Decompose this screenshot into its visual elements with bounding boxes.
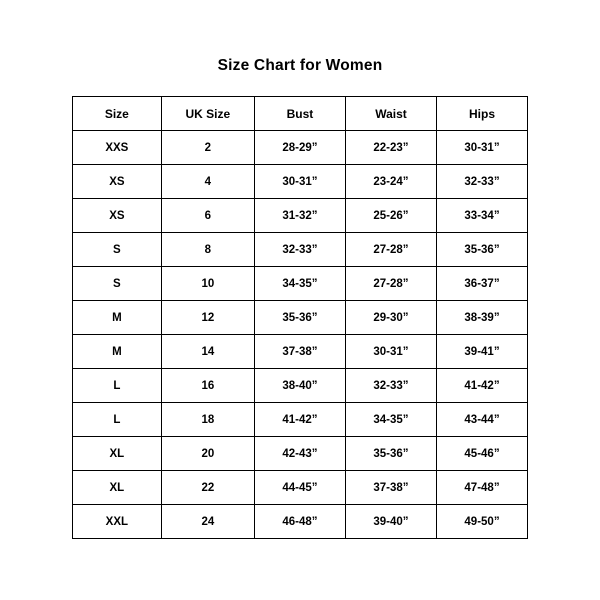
cell-uk-size: 22 — [161, 471, 254, 505]
cell-bust: 41-42” — [254, 403, 345, 437]
cell-size: XS — [73, 165, 162, 199]
cell-hips: 49-50” — [436, 505, 527, 539]
cell-uk-size: 2 — [161, 131, 254, 165]
size-chart-table-container — [72, 96, 528, 539]
cell-size: XXL — [73, 505, 162, 539]
cell-waist: 37-38” — [345, 471, 436, 505]
cell-size: XXS — [73, 131, 162, 165]
cell-hips: 32-33” — [436, 165, 527, 199]
cell-waist: 27-28” — [345, 267, 436, 301]
cell-size: L — [73, 369, 162, 403]
table-row — [73, 505, 528, 539]
cell-waist: 32-33” — [345, 369, 436, 403]
cell-bust: 34-35” — [254, 267, 345, 301]
cell-uk-size: 6 — [161, 199, 254, 233]
cell-bust: 42-43” — [254, 437, 345, 471]
cell-hips: 36-37” — [436, 267, 527, 301]
size-chart-table — [72, 96, 528, 539]
table-row — [73, 233, 528, 267]
cell-uk-size: 12 — [161, 301, 254, 335]
cell-uk-size: 18 — [161, 403, 254, 437]
cell-waist: 25-26” — [345, 199, 436, 233]
cell-bust: 46-48” — [254, 505, 345, 539]
table-row — [73, 131, 528, 165]
page-title: Size Chart for Women — [217, 57, 383, 74]
cell-waist: 27-28” — [345, 233, 436, 267]
cell-uk-size: 10 — [161, 267, 254, 301]
cell-size: M — [73, 335, 162, 369]
cell-waist: 30-31” — [345, 335, 436, 369]
cell-waist: 39-40” — [345, 505, 436, 539]
cell-waist: 29-30” — [345, 301, 436, 335]
cell-size: XS — [73, 199, 162, 233]
cell-hips: 43-44” — [436, 403, 527, 437]
cell-hips: 35-36” — [436, 233, 527, 267]
cell-bust: 32-33” — [254, 233, 345, 267]
cell-size: L — [73, 403, 162, 437]
cell-hips: 30-31” — [436, 131, 527, 165]
table-header-row — [73, 97, 528, 131]
column-header-uk-size: UK Size — [161, 97, 254, 131]
cell-uk-size: 4 — [161, 165, 254, 199]
cell-hips: 39-41” — [436, 335, 527, 369]
cell-waist: 34-35” — [345, 403, 436, 437]
table-header — [73, 97, 528, 131]
cell-waist: 22-23” — [345, 131, 436, 165]
cell-size: S — [73, 233, 162, 267]
cell-waist: 35-36” — [345, 437, 436, 471]
cell-bust: 44-45” — [254, 471, 345, 505]
table-row — [73, 301, 528, 335]
column-header-hips: Hips — [436, 97, 527, 131]
cell-hips: 38-39” — [436, 301, 527, 335]
cell-bust: 35-36” — [254, 301, 345, 335]
cell-hips: 47-48” — [436, 471, 527, 505]
column-header-size: Size — [73, 97, 162, 131]
cell-size: XL — [73, 471, 162, 505]
table-row — [73, 165, 528, 199]
table-body — [73, 131, 528, 539]
cell-size: S — [73, 267, 162, 301]
cell-uk-size: 20 — [161, 437, 254, 471]
cell-uk-size: 24 — [161, 505, 254, 539]
cell-size: M — [73, 301, 162, 335]
cell-size: XL — [73, 437, 162, 471]
cell-bust: 38-40” — [254, 369, 345, 403]
table-row — [73, 471, 528, 505]
cell-hips: 33-34” — [436, 199, 527, 233]
cell-bust: 28-29” — [254, 131, 345, 165]
cell-uk-size: 14 — [161, 335, 254, 369]
cell-uk-size: 8 — [161, 233, 254, 267]
table-row — [73, 403, 528, 437]
table-row — [73, 369, 528, 403]
cell-bust: 31-32” — [254, 199, 345, 233]
table-row — [73, 267, 528, 301]
cell-hips: 45-46” — [436, 437, 527, 471]
cell-hips: 41-42” — [436, 369, 527, 403]
table-row — [73, 437, 528, 471]
column-header-waist: Waist — [345, 97, 436, 131]
table-row — [73, 199, 528, 233]
cell-bust: 37-38” — [254, 335, 345, 369]
table-row — [73, 335, 528, 369]
cell-waist: 23-24” — [345, 165, 436, 199]
column-header-bust: Bust — [254, 97, 345, 131]
cell-uk-size: 16 — [161, 369, 254, 403]
cell-bust: 30-31” — [254, 165, 345, 199]
